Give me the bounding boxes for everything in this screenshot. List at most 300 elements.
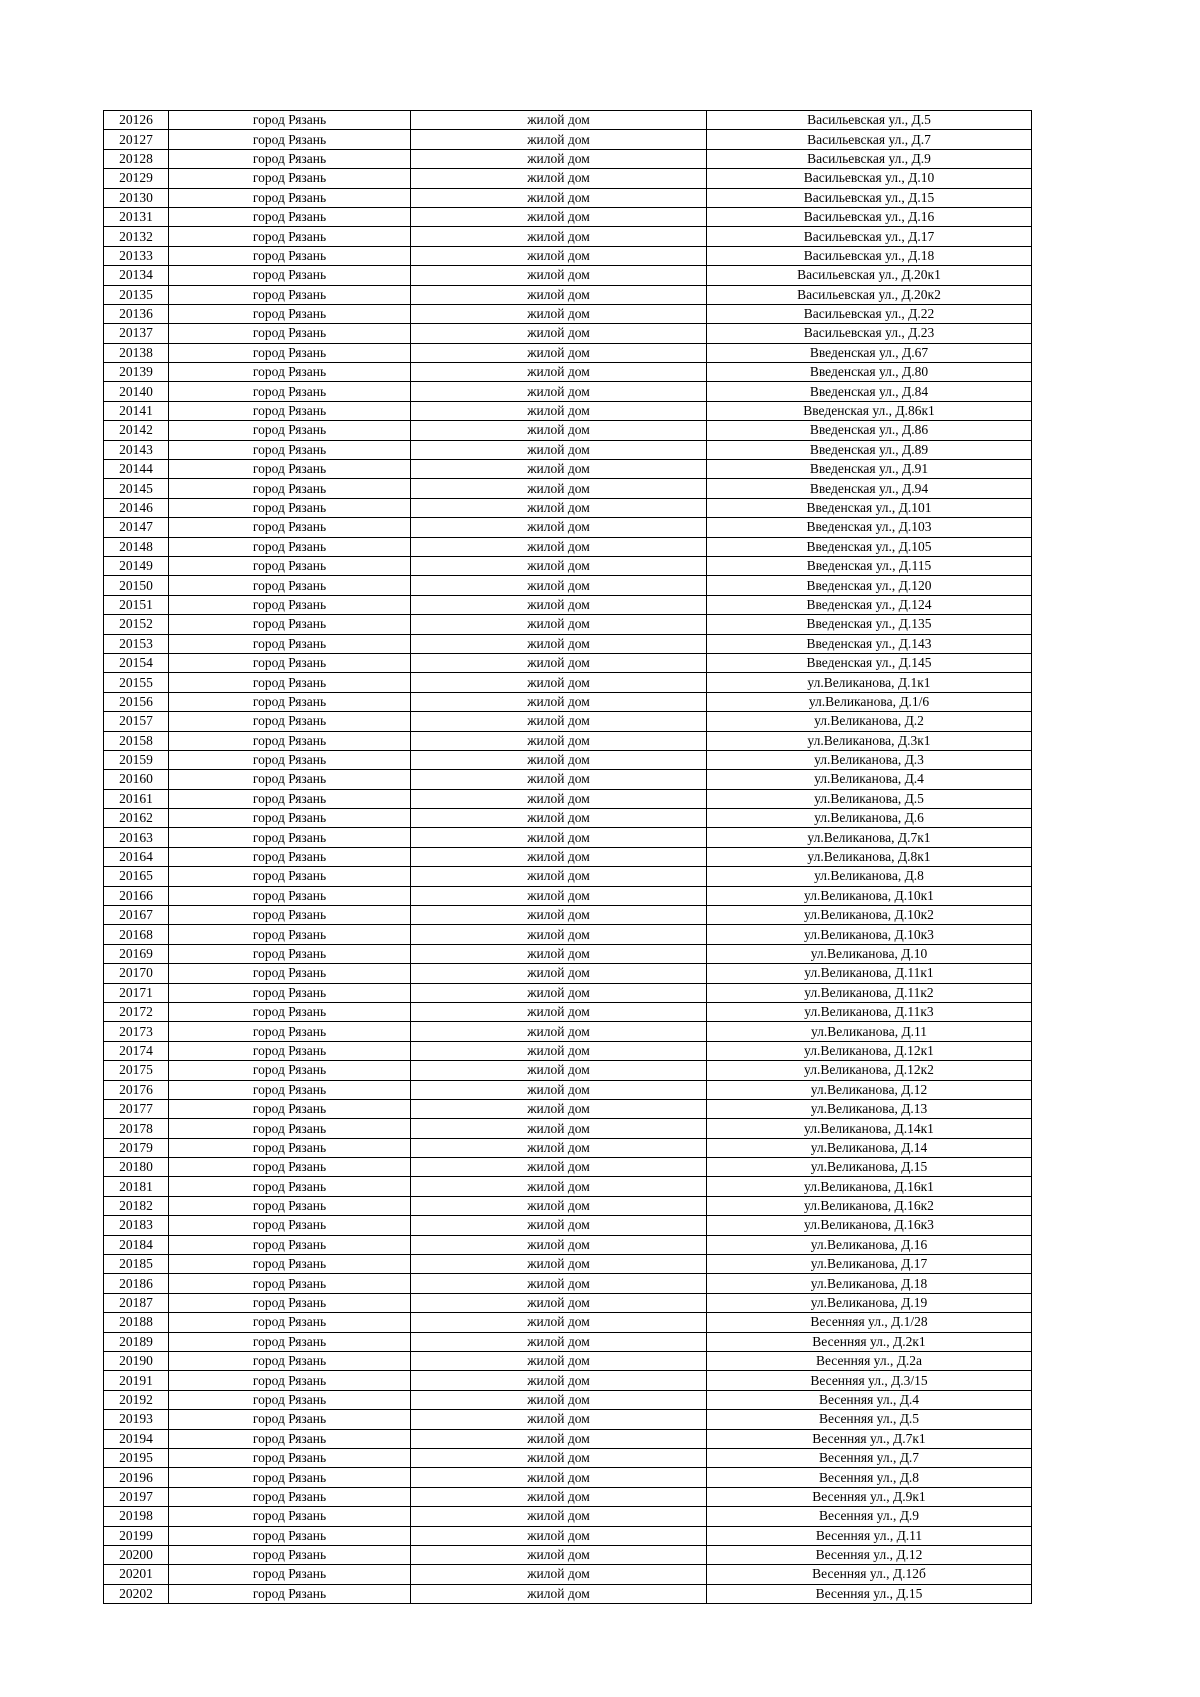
building-type-cell: жилой дом [411,673,707,692]
address-cell: Весенняя ул., Д.12б [707,1565,1032,1584]
table-row [104,246,1032,265]
table-row [104,111,1032,130]
building-type-cell: жилой дом [411,498,707,517]
building-type-cell: жилой дом [411,750,707,769]
building-type-cell: жилой дом [411,1487,707,1506]
table-row [104,498,1032,517]
row-number-cell: 20178 [104,1119,169,1138]
address-cell: Введенская ул., Д.89 [707,440,1032,459]
address-cell: Введенская ул., Д.86к1 [707,401,1032,420]
city-cell: город Рязань [169,1526,411,1545]
table-row [104,324,1032,343]
table-row [104,576,1032,595]
building-type-cell: жилой дом [411,1138,707,1157]
row-number-cell: 20182 [104,1196,169,1215]
table-row [104,1002,1032,1021]
row-number-cell: 20146 [104,498,169,517]
building-type-cell: жилой дом [411,1584,707,1603]
building-type-cell: жилой дом [411,1061,707,1080]
city-cell: город Рязань [169,770,411,789]
row-number-cell: 20184 [104,1235,169,1254]
building-type-cell: жилой дом [411,1507,707,1526]
table-row [104,1138,1032,1157]
city-cell: город Рязань [169,111,411,130]
row-number-cell: 20136 [104,304,169,323]
city-cell: город Рязань [169,867,411,886]
row-number-cell: 20185 [104,1255,169,1274]
building-type-cell: жилой дом [411,964,707,983]
address-cell: ул.Великанова, Д.13 [707,1099,1032,1118]
building-type-cell: жилой дом [411,1158,707,1177]
row-number-cell: 20201 [104,1565,169,1584]
city-cell: город Рязань [169,1099,411,1118]
building-type-cell: жилой дом [411,1293,707,1312]
table-row [104,266,1032,285]
building-type-cell: жилой дом [411,712,707,731]
building-type-cell: жилой дом [411,1545,707,1564]
table-row [104,1429,1032,1448]
row-number-cell: 20135 [104,285,169,304]
city-cell: город Рязань [169,615,411,634]
building-type-cell: жилой дом [411,731,707,750]
building-type-cell: жилой дом [411,1119,707,1138]
building-type-cell: жилой дом [411,906,707,925]
address-cell: ул.Великанова, Д.10к3 [707,925,1032,944]
table-row [104,653,1032,672]
city-cell: город Рязань [169,809,411,828]
table-row [104,1410,1032,1429]
building-type-cell: жилой дом [411,595,707,614]
city-cell: город Рязань [169,750,411,769]
address-cell: ул.Великанова, Д.2 [707,712,1032,731]
building-type-cell: жилой дом [411,266,707,285]
city-cell: город Рязань [169,964,411,983]
building-type-cell: жилой дом [411,1002,707,1021]
table-row [104,1332,1032,1351]
row-number-cell: 20131 [104,207,169,226]
city-cell: город Рязань [169,1507,411,1526]
address-cell: ул.Великанова, Д.12 [707,1080,1032,1099]
address-cell: ул.Великанова, Д.3 [707,750,1032,769]
table-row [104,537,1032,556]
address-cell: Весенняя ул., Д.7 [707,1448,1032,1467]
address-table-body [104,111,1032,1604]
address-cell: ул.Великанова, Д.12к1 [707,1041,1032,1060]
city-cell: город Рязань [169,207,411,226]
city-cell: город Рязань [169,421,411,440]
table-row [104,169,1032,188]
row-number-cell: 20134 [104,266,169,285]
table-row [104,1545,1032,1564]
city-cell: город Рязань [169,1138,411,1157]
row-number-cell: 20128 [104,149,169,168]
address-cell: ул.Великанова, Д.4 [707,770,1032,789]
address-cell: ул.Великанова, Д.1к1 [707,673,1032,692]
building-type-cell: жилой дом [411,634,707,653]
row-number-cell: 20130 [104,188,169,207]
building-type-cell: жилой дом [411,809,707,828]
table-row [104,479,1032,498]
row-number-cell: 20183 [104,1216,169,1235]
building-type-cell: жилой дом [411,1255,707,1274]
row-number-cell: 20168 [104,925,169,944]
address-cell: Введенская ул., Д.91 [707,460,1032,479]
row-number-cell: 20194 [104,1429,169,1448]
row-number-cell: 20133 [104,246,169,265]
city-cell: город Рязань [169,401,411,420]
row-number-cell: 20198 [104,1507,169,1526]
building-type-cell: жилой дом [411,983,707,1002]
row-number-cell: 20174 [104,1041,169,1060]
building-type-cell: жилой дом [411,285,707,304]
row-number-cell: 20160 [104,770,169,789]
building-type-cell: жилой дом [411,867,707,886]
row-number-cell: 20196 [104,1468,169,1487]
address-cell: Весенняя ул., Д.1/28 [707,1313,1032,1332]
address-cell: ул.Великанова, Д.14 [707,1138,1032,1157]
row-number-cell: 20187 [104,1293,169,1312]
city-cell: город Рязань [169,1565,411,1584]
city-cell: город Рязань [169,576,411,595]
table-row [104,1119,1032,1138]
row-number-cell: 20163 [104,828,169,847]
address-cell: Весенняя ул., Д.8 [707,1468,1032,1487]
address-cell: Введенская ул., Д.143 [707,634,1032,653]
city-cell: город Рязань [169,363,411,382]
address-cell: ул.Великанова, Д.1/6 [707,692,1032,711]
address-cell: ул.Великанова, Д.11к1 [707,964,1032,983]
row-number-cell: 20173 [104,1022,169,1041]
address-cell: Введенская ул., Д.145 [707,653,1032,672]
table-row [104,673,1032,692]
building-type-cell: жилой дом [411,537,707,556]
table-row [104,1371,1032,1390]
city-cell: город Рязань [169,149,411,168]
row-number-cell: 20200 [104,1545,169,1564]
table-row [104,847,1032,866]
city-cell: город Рязань [169,285,411,304]
table-row [104,595,1032,614]
building-type-cell: жилой дом [411,1332,707,1351]
address-cell: ул.Великанова, Д.10 [707,944,1032,963]
row-number-cell: 20162 [104,809,169,828]
row-number-cell: 20166 [104,886,169,905]
table-row [104,1041,1032,1060]
city-cell: город Рязань [169,983,411,1002]
city-cell: город Рязань [169,1041,411,1060]
city-cell: город Рязань [169,1332,411,1351]
city-cell: город Рязань [169,653,411,672]
table-row [104,886,1032,905]
address-cell: Весенняя ул., Д.11 [707,1526,1032,1545]
address-cell: Васильевская ул., Д.20к2 [707,285,1032,304]
building-type-cell: жилой дом [411,149,707,168]
city-cell: город Рязань [169,634,411,653]
row-number-cell: 20158 [104,731,169,750]
table-row [104,750,1032,769]
table-row [104,615,1032,634]
building-type-cell: жилой дом [411,518,707,537]
address-cell: ул.Великанова, Д.3к1 [707,731,1032,750]
city-cell: город Рязань [169,1545,411,1564]
table-row [104,1487,1032,1506]
building-type-cell: жилой дом [411,304,707,323]
city-cell: город Рязань [169,246,411,265]
table-row [104,1255,1032,1274]
address-cell: Весенняя ул., Д.2а [707,1352,1032,1371]
row-number-cell: 20137 [104,324,169,343]
table-row [104,1565,1032,1584]
row-number-cell: 20155 [104,673,169,692]
building-type-cell: жилой дом [411,692,707,711]
building-type-cell: жилой дом [411,1235,707,1254]
building-type-cell: жилой дом [411,615,707,634]
city-cell: город Рязань [169,227,411,246]
address-cell: Весенняя ул., Д.9 [707,1507,1032,1526]
row-number-cell: 20138 [104,343,169,362]
city-cell: город Рязань [169,1410,411,1429]
city-cell: город Рязань [169,537,411,556]
city-cell: город Рязань [169,1448,411,1467]
row-number-cell: 20141 [104,401,169,420]
table-row [104,692,1032,711]
address-cell: ул.Великанова, Д.19 [707,1293,1032,1312]
city-cell: город Рязань [169,673,411,692]
row-number-cell: 20159 [104,750,169,769]
table-row [104,460,1032,479]
city-cell: город Рязань [169,1487,411,1506]
building-type-cell: жилой дом [411,1448,707,1467]
city-cell: город Рязань [169,731,411,750]
table-row [104,964,1032,983]
building-type-cell: жилой дом [411,944,707,963]
building-type-cell: жилой дом [411,1196,707,1215]
city-cell: город Рязань [169,925,411,944]
city-cell: город Рязань [169,130,411,149]
city-cell: город Рязань [169,479,411,498]
row-number-cell: 20170 [104,964,169,983]
table-row [104,1196,1032,1215]
address-cell: ул.Великанова, Д.11к3 [707,1002,1032,1021]
building-type-cell: жилой дом [411,789,707,808]
table-row [104,925,1032,944]
building-type-cell: жилой дом [411,246,707,265]
table-row [104,1022,1032,1041]
address-cell: Весенняя ул., Д.7к1 [707,1429,1032,1448]
building-type-cell: жилой дом [411,1429,707,1448]
building-type-cell: жилой дом [411,111,707,130]
city-cell: город Рязань [169,1429,411,1448]
address-cell: Васильевская ул., Д.17 [707,227,1032,246]
address-cell: Васильевская ул., Д.15 [707,188,1032,207]
address-cell: ул.Великанова, Д.10к1 [707,886,1032,905]
city-cell: город Рязань [169,440,411,459]
address-cell: ул.Великанова, Д.16к1 [707,1177,1032,1196]
table-row [104,363,1032,382]
city-cell: город Рязань [169,906,411,925]
building-type-cell: жилой дом [411,1274,707,1293]
table-row [104,1274,1032,1293]
table-row [104,421,1032,440]
row-number-cell: 20176 [104,1080,169,1099]
building-type-cell: жилой дом [411,440,707,459]
address-cell: ул.Великанова, Д.8 [707,867,1032,886]
table-row [104,634,1032,653]
city-cell: город Рязань [169,556,411,575]
row-number-cell: 20150 [104,576,169,595]
building-type-cell: жилой дом [411,828,707,847]
row-number-cell: 20144 [104,460,169,479]
address-cell: Введенская ул., Д.94 [707,479,1032,498]
address-cell: ул.Великанова, Д.16к2 [707,1196,1032,1215]
address-cell: Введенская ул., Д.80 [707,363,1032,382]
table-row [104,770,1032,789]
table-row [104,944,1032,963]
address-cell: ул.Великанова, Д.10к2 [707,906,1032,925]
city-cell: город Рязань [169,1235,411,1254]
building-type-cell: жилой дом [411,1468,707,1487]
row-number-cell: 20175 [104,1061,169,1080]
row-number-cell: 20148 [104,537,169,556]
row-number-cell: 20169 [104,944,169,963]
row-number-cell: 20139 [104,363,169,382]
city-cell: город Рязань [169,828,411,847]
building-type-cell: жилой дом [411,1099,707,1118]
address-cell: Введенская ул., Д.105 [707,537,1032,556]
document-page [103,110,1032,1604]
table-row [104,1352,1032,1371]
address-cell: Васильевская ул., Д.5 [707,111,1032,130]
address-cell: Введенская ул., Д.101 [707,498,1032,517]
row-number-cell: 20192 [104,1390,169,1409]
table-row [104,983,1032,1002]
city-cell: город Рязань [169,1022,411,1041]
address-cell: ул.Великанова, Д.17 [707,1255,1032,1274]
row-number-cell: 20164 [104,847,169,866]
building-type-cell: жилой дом [411,1565,707,1584]
city-cell: город Рязань [169,460,411,479]
address-cell: ул.Великанова, Д.18 [707,1274,1032,1293]
address-cell: ул.Великанова, Д.16к3 [707,1216,1032,1235]
table-row [104,828,1032,847]
address-cell: ул.Великанова, Д.5 [707,789,1032,808]
row-number-cell: 20127 [104,130,169,149]
city-cell: город Рязань [169,1584,411,1603]
building-type-cell: жилой дом [411,1080,707,1099]
building-type-cell: жилой дом [411,1410,707,1429]
city-cell: город Рязань [169,304,411,323]
table-row [104,401,1032,420]
address-cell: Васильевская ул., Д.9 [707,149,1032,168]
table-row [104,1507,1032,1526]
row-number-cell: 20181 [104,1177,169,1196]
city-cell: город Рязань [169,169,411,188]
city-cell: город Рязань [169,1293,411,1312]
row-number-cell: 20152 [104,615,169,634]
address-cell: Васильевская ул., Д.23 [707,324,1032,343]
table-row [104,1313,1032,1332]
address-cell: Васильевская ул., Д.16 [707,207,1032,226]
building-type-cell: жилой дом [411,770,707,789]
table-row [104,130,1032,149]
city-cell: город Рязань [169,1274,411,1293]
building-type-cell: жилой дом [411,847,707,866]
building-type-cell: жилой дом [411,1216,707,1235]
city-cell: город Рязань [169,498,411,517]
address-cell: Васильевская ул., Д.10 [707,169,1032,188]
row-number-cell: 20191 [104,1371,169,1390]
row-number-cell: 20126 [104,111,169,130]
address-cell: Введенская ул., Д.135 [707,615,1032,634]
building-type-cell: жилой дом [411,130,707,149]
city-cell: город Рязань [169,188,411,207]
row-number-cell: 20177 [104,1099,169,1118]
table-row [104,518,1032,537]
building-type-cell: жилой дом [411,421,707,440]
table-row [104,1099,1032,1118]
row-number-cell: 20190 [104,1352,169,1371]
address-cell: Весенняя ул., Д.15 [707,1584,1032,1603]
table-row [104,440,1032,459]
building-type-cell: жилой дом [411,556,707,575]
building-type-cell: жилой дом [411,188,707,207]
table-row [104,188,1032,207]
building-type-cell: жилой дом [411,363,707,382]
table-row [104,1061,1032,1080]
city-cell: город Рязань [169,1371,411,1390]
table-row [104,731,1032,750]
address-cell: ул.Великанова, Д.12к2 [707,1061,1032,1080]
row-number-cell: 20188 [104,1313,169,1332]
city-cell: город Рязань [169,1002,411,1021]
address-cell: ул.Великанова, Д.11 [707,1022,1032,1041]
table-row [104,304,1032,323]
city-cell: город Рязань [169,1352,411,1371]
building-type-cell: жилой дом [411,343,707,362]
building-type-cell: жилой дом [411,653,707,672]
row-number-cell: 20161 [104,789,169,808]
building-type-cell: жилой дом [411,169,707,188]
city-cell: город Рязань [169,1177,411,1196]
row-number-cell: 20149 [104,556,169,575]
row-number-cell: 20132 [104,227,169,246]
table-row [104,207,1032,226]
table-row [104,556,1032,575]
row-number-cell: 20202 [104,1584,169,1603]
address-cell: Введенская ул., Д.86 [707,421,1032,440]
table-row [104,1216,1032,1235]
address-cell: Весенняя ул., Д.12 [707,1545,1032,1564]
building-type-cell: жилой дом [411,227,707,246]
row-number-cell: 20153 [104,634,169,653]
city-cell: город Рязань [169,847,411,866]
table-row [104,1235,1032,1254]
address-cell: Васильевская ул., Д.7 [707,130,1032,149]
row-number-cell: 20129 [104,169,169,188]
city-cell: город Рязань [169,266,411,285]
building-type-cell: жилой дом [411,1371,707,1390]
building-type-cell: жилой дом [411,1022,707,1041]
table-row [104,1158,1032,1177]
city-cell: город Рязань [169,324,411,343]
building-type-cell: жилой дом [411,1526,707,1545]
table-row [104,1080,1032,1099]
city-cell: город Рязань [169,1468,411,1487]
row-number-cell: 20179 [104,1138,169,1157]
row-number-cell: 20145 [104,479,169,498]
building-type-cell: жилой дом [411,925,707,944]
building-type-cell: жилой дом [411,382,707,401]
